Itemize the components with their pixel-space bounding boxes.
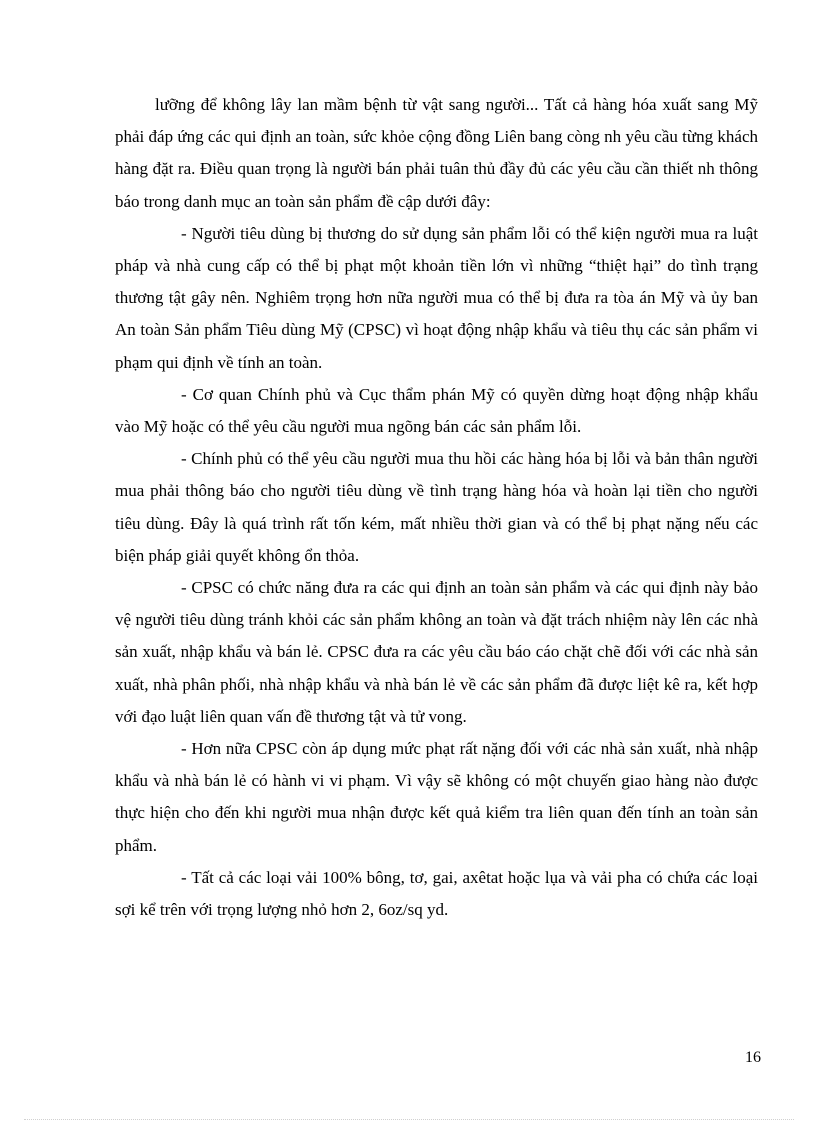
paragraph-government-stop-import: - Cơ quan Chính phủ và Cục thẩm phán Mỹ có quyền dừng hoạt động nhập khẩu vào Mỹ hoặc có thể yêu cầu người mua ngõng bán các sản phẩm lỗi. [115, 384, 758, 437]
paragraph-product-recall: - Chính phủ có thể yêu cầu người mua thu hồi các hàng hóa bị lỗi và bản thân người mua phải thông báo cho người tiêu dùng về tình trạng hàng hóa và hoàn lại tiền cho người tiêu dùng. Đây là quá trình rất tốn kém, mất nhiều thời gian và có thể bị phạt nặng nếu các biện pháp giải quyết không ổn thỏa. [115, 449, 758, 565]
paragraph-fabric-types: - Tất cả các loại vải 100% bông, tơ, gai, axêtat hoặc lụa và vải pha có chứa các loại sợi kể trên với trọng lượng nhỏ hơn 2, 6oz/sq yd. [115, 867, 758, 920]
paragraph-intro: lưỡng để không lây lan mầm bệnh từ vật sang người... Tất cả hàng hóa xuất sang Mỹ phải đáp ứng các qui định an toàn, sức khỏe cộng đồng Liên bang còng nh yêu cầu từng khách hàng đặt ra. Điều quan trọng là người bán phải tuân thủ đầy đủ các yêu cầu cần thiết nh thông báo trong danh mục an toàn sản phẩm đề cập dưới đây: [115, 95, 758, 211]
body-text [115, 89, 758, 926]
paragraph-consumer-injury: - Người tiêu dùng bị thương do sử dụng sản phẩm lỗi có thể kiện người mua ra luật pháp và nhà cung cấp có thể bị phạt một khoản tiền lớn vì những “thiệt hại” do tình trạng thương tật gây nên. Nghiêm trọng hơn nữa người mua có thể bị đưa ra tòa án Mỹ và ủy ban An toàn Sản phẩm Tiêu dùng Mỹ (CPSC) vì hoạt động nhập khẩu và tiêu thụ các sản phẩm vi phạm qui định về tính an toàn. [115, 223, 758, 372]
paragraph-cpsc-penalties: - Hơn nữa CPSC còn áp dụng mức phạt rất nặng đối với các nhà sản xuất, nhà nhập khẩu và nhà bán lẻ có hành vi vi phạm. Vì vậy sẽ không có một chuyến giao hàng nào được thực hiện cho đến khi người mua nhận được kết quả kiểm tra liên quan đến tính an toàn sản phẩm. [115, 739, 758, 855]
page-number: 16 [745, 1049, 761, 1066]
paragraph-cpsc-regulations: - CPSC có chức năng đưa ra các qui định an toàn sản phẩm và các qui định này bảo vệ người tiêu dùng tránh khỏi các sản phẩm không an toàn và đặt trách nhiệm này lên các nhà sản xuất, nhập khẩu và bán lẻ. CPSC đưa ra các yêu cầu báo cáo chặt chẽ đối với các nhà sản xuất, nhà phân phối, nhà nhập khẩu và nhà bán lẻ về các sản phẩm đã được liệt kê ra, kết hợp với đạo luật liên quan vấn đề thương tật và tử vong. [115, 578, 758, 726]
footer-divider [24, 1119, 794, 1120]
